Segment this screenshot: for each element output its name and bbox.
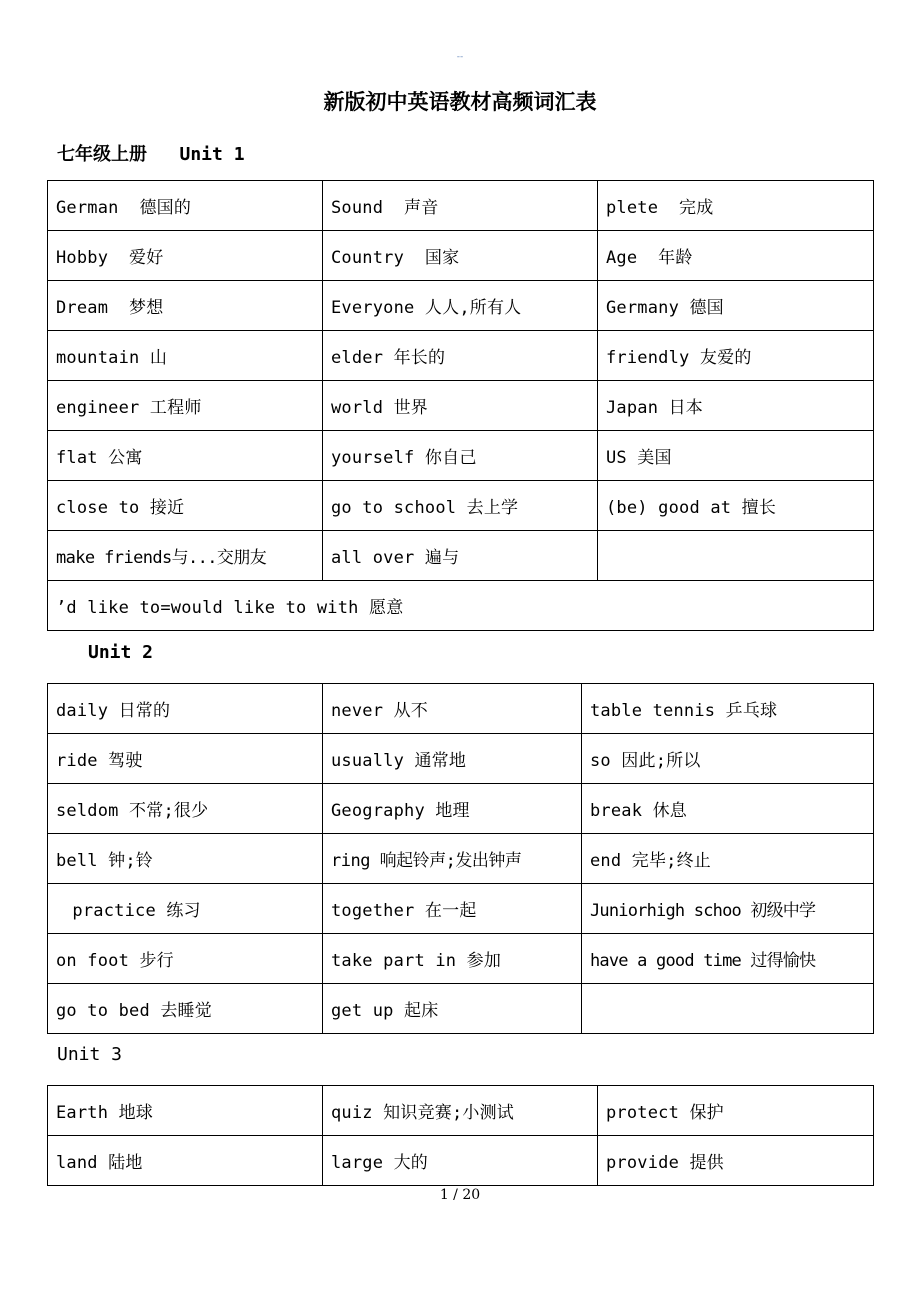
table-cell: (be) good at 擅长: [598, 481, 874, 531]
table-cell: Earth 地球: [48, 1086, 323, 1136]
table-cell: large 大的: [323, 1136, 598, 1186]
table-row: [48, 834, 874, 884]
table-cell: protect 保护: [598, 1086, 874, 1136]
unit2-table: [47, 683, 874, 1034]
table-cell: yourself 你自己: [323, 431, 598, 481]
table-cell-full: ’d like to=would like to with 愿意: [48, 581, 874, 631]
table-row: [48, 684, 874, 734]
table-row: [48, 1086, 874, 1136]
table-cell: land 陆地: [48, 1136, 323, 1186]
table-cell: seldom 不常;很少: [48, 784, 323, 834]
table-row: [48, 784, 874, 834]
table-cell: ride 驾驶: [48, 734, 323, 784]
table-cell: so 因此;所以: [582, 734, 874, 784]
table-cell: go to bed 去睡觉: [48, 984, 323, 1034]
table-cell: world 世界: [323, 381, 598, 431]
table-row: [48, 531, 874, 581]
table-cell: close to 接近: [48, 481, 323, 531]
table-row: [48, 581, 874, 631]
table-cell: mountain 山: [48, 331, 323, 381]
unit2-heading: Unit 2: [88, 642, 154, 663]
table-cell: Everyone 人人,所有人: [323, 281, 598, 331]
table-cell: Sound 声音: [323, 181, 598, 231]
table-cell: Japan 日本: [598, 381, 874, 431]
table-cell: all over 遍与: [323, 531, 598, 581]
unit1-heading: 七年级上册 Unit 1: [57, 144, 245, 165]
table-cell: US 美国: [598, 431, 874, 481]
table-row: [48, 381, 874, 431]
table-cell: bell 钟;铃: [48, 834, 323, 884]
table-cell: German 德国的: [48, 181, 323, 231]
table-cell: daily 日常的: [48, 684, 323, 734]
table-cell: have a good time 过得愉快: [582, 934, 874, 984]
table-cell: make friends与...交朋友: [48, 531, 323, 581]
table-cell: elder 年长的: [323, 331, 598, 381]
table-row: [48, 431, 874, 481]
table-cell: Country 国家: [323, 231, 598, 281]
table-cell: Hobby 爱好: [48, 231, 323, 281]
header-mark: --: [456, 52, 464, 62]
table-cell: Germany 德国: [598, 281, 874, 331]
unit3-table: [47, 1085, 874, 1186]
table-row: [48, 481, 874, 531]
table-cell: usually 通常地: [323, 734, 582, 784]
table-cell: practice 练习: [48, 884, 323, 934]
table-row: [48, 281, 874, 331]
table-row: [48, 884, 874, 934]
table-cell: friendly 友爱的: [598, 331, 874, 381]
table-row: [48, 934, 874, 984]
table-cell: Dream 梦想: [48, 281, 323, 331]
table-cell: quiz 知识竞赛;小测试: [323, 1086, 598, 1136]
table-row: [48, 984, 874, 1034]
table-cell: Geography 地理: [323, 784, 582, 834]
table-row: [48, 231, 874, 281]
table-row: [48, 1136, 874, 1186]
table-row: [48, 734, 874, 784]
table-cell: get up 起床: [323, 984, 582, 1034]
table-cell: take part in 参加: [323, 934, 582, 984]
page-title: 新版初中英语教材高频词汇表: [323, 89, 597, 114]
table-row: [48, 331, 874, 381]
table-cell: Age 年龄: [598, 231, 874, 281]
unit1-table: [47, 180, 874, 631]
table-cell: flat 公寓: [48, 431, 323, 481]
table-cell: on foot 步行: [48, 934, 323, 984]
table-cell: go to school 去上学: [323, 481, 598, 531]
table-cell: plete 完成: [598, 181, 874, 231]
table-cell: end 完毕;终止: [582, 834, 874, 884]
table-cell: never 从不: [323, 684, 582, 734]
table-cell: engineer 工程师: [48, 381, 323, 431]
table-cell: provide 提供: [598, 1136, 874, 1186]
table-cell: Juniorhigh schoo 初级中学: [582, 884, 874, 934]
table-row: [48, 181, 874, 231]
table-cell: break 休息: [582, 784, 874, 834]
page-number: 1 / 20: [439, 1187, 481, 1203]
table-cell: together 在一起: [323, 884, 582, 934]
table-cell: table tennis 乒乓球: [582, 684, 874, 734]
table-cell: [598, 531, 874, 581]
unit3-heading: Unit 3: [57, 1044, 123, 1065]
table-cell: ring 响起铃声;发出钟声: [323, 834, 582, 884]
table-cell: [582, 984, 874, 1034]
